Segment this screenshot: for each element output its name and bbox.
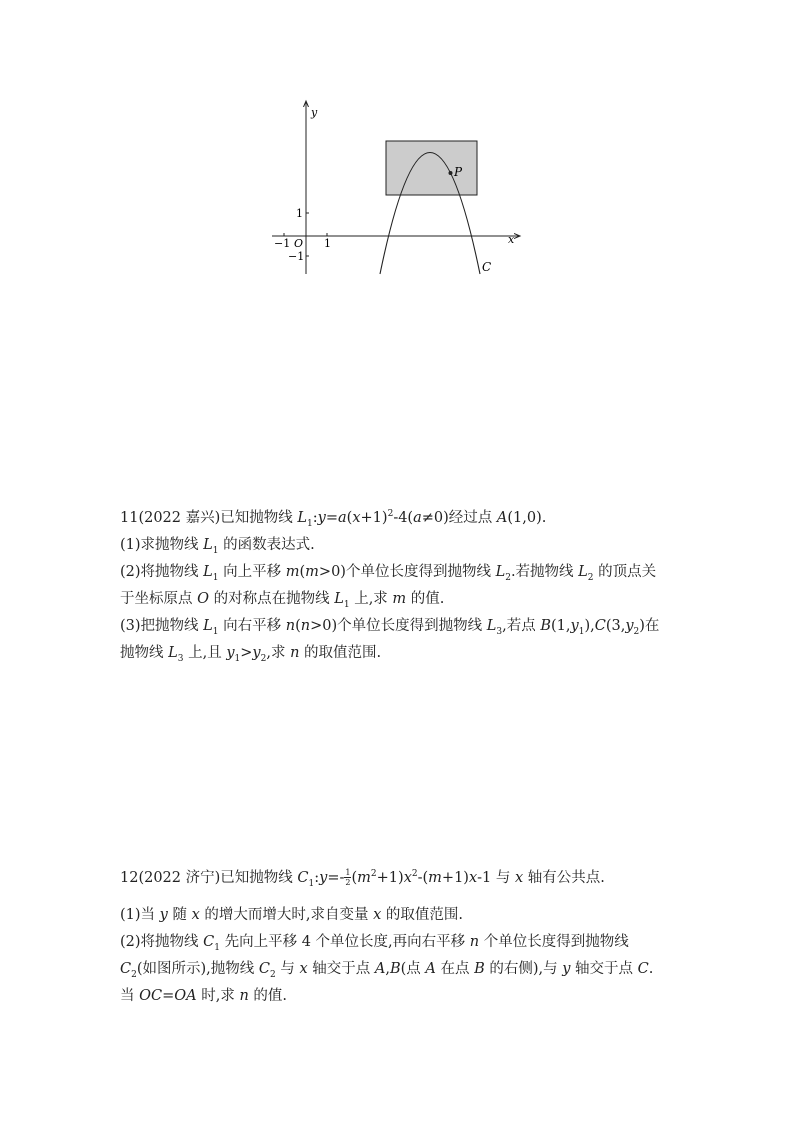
problem-12 xyxy=(120,865,680,1010)
tick-y-1-label: 1 xyxy=(296,207,303,220)
problem-11-line-5: (3)把抛物线 $L_1$ 向右平移 n(n>0)个单位长度得到抛物线 $L_3$,若点 $B(1,y_1),C(3,y_2)$在 xyxy=(120,618,660,637)
problem-11-line-4: 于坐标原点 O 的对称点在抛物线 $L_1$ 上,求 m 的值. xyxy=(120,591,445,610)
axis-y-label: y xyxy=(311,106,318,119)
point-p-label: P xyxy=(454,165,463,179)
tick-y-neg1-label: −1 xyxy=(288,250,305,263)
fraction-one-half: $\frac{1}{2}$ xyxy=(345,868,351,887)
shaded-rectangle xyxy=(386,141,477,195)
problem-12-line-1: 12(2022 济宁)已知抛物线 $C_1:y=-$ $\frac{1}{2}$ $(m^2+1)x^2-(m+1)x-1$ 与 x 轴有公共点. xyxy=(120,868,605,889)
problem-11 xyxy=(120,505,680,667)
problem-11-line-1: 11(2022 嘉兴)已知抛物线 $L_1:y=a(x+1)^2-4(a\ne 0)$经过点 A(1,0). xyxy=(120,509,547,529)
origin-label: O xyxy=(294,237,304,250)
problem-12-line-5: 当 OC=OA 时,求 n 的值. xyxy=(120,988,287,1004)
problem-12-line-3: (2)将抛物线 $C_1$ 先向上平移 4 个单位长度,再向右平移 n 个单位长度得到抛物线 xyxy=(120,934,629,953)
curve-c-label: C xyxy=(482,260,492,274)
parabola-figure xyxy=(262,96,542,286)
problem-12-line-2: (1)当 y 随 x 的增大而增大时,求自变量 x 的取值范围. xyxy=(120,907,463,923)
point-p-dot xyxy=(449,171,453,175)
problem-12-line-4: $C_2$(如图所示),抛物线 $C_2$ 与 x 轴交于点 A,B(点 A 在点 B 的右侧),与 y 轴交于点 C. xyxy=(120,961,654,980)
tick-x-neg1-label: −1 xyxy=(274,237,291,250)
axis-x-label: x xyxy=(508,233,515,246)
problem-11-line-2: (1)求抛物线 $L_1$ 的函数表达式. xyxy=(120,537,315,556)
tick-x-1-label: 1 xyxy=(324,237,331,250)
problem-11-line-3: (2)将抛物线 $L_1$ 向上平移 m(m>0)个单位长度得到抛物线 $L_2$.若抛物线 $L_2$ 的顶点关 xyxy=(120,564,657,583)
problem-11-line-6: 抛物线 $L_3$ 上,且 $y_1>y_2$,求 n 的取值范围. xyxy=(120,645,382,664)
